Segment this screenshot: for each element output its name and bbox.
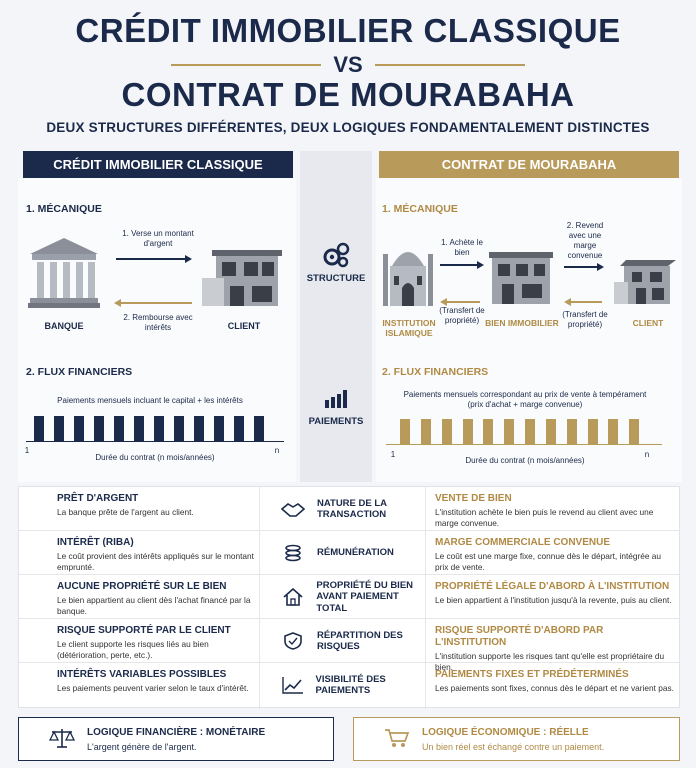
row-right-title: PAIEMENTS FIXES ET PRÉDÉTERMINÉS bbox=[435, 669, 629, 680]
coins-icon bbox=[281, 544, 307, 562]
left-payment-bars bbox=[34, 416, 274, 441]
row-right-title: RISQUE SUPPORTÉ D'ABORD PAR L'INSTITUTION bbox=[435, 625, 604, 648]
right-axis-start: 1 bbox=[390, 450, 396, 459]
right-payment-bars bbox=[400, 419, 650, 444]
row-right-desc: Le coût est une marge fixe, connue dès le départ, intégrée au prix de vente. bbox=[435, 551, 662, 572]
payment-bar bbox=[525, 419, 535, 444]
footer-left-title: LOGIQUE FINANCIÈRE : MONÉTAIRE bbox=[87, 727, 266, 738]
payment-bar bbox=[214, 416, 224, 441]
payment-bar bbox=[400, 419, 410, 444]
arrow1-left bbox=[446, 301, 480, 303]
house-client-icon bbox=[612, 252, 682, 306]
arrow1-right bbox=[440, 264, 478, 266]
payment-bar bbox=[134, 416, 144, 441]
arrow2-left bbox=[570, 301, 602, 303]
payment-bar bbox=[234, 416, 244, 441]
right-mechanics-title: 1. MÉCANIQUE bbox=[382, 203, 458, 215]
left-flows-caption: Paiements mensuels incluant le capital + les intérêts bbox=[57, 396, 243, 405]
gears-icon bbox=[322, 242, 350, 268]
footer-right-box bbox=[353, 717, 680, 761]
footer-right-title: LOGIQUE ÉCONOMIQUE : RÉELLE bbox=[422, 727, 589, 738]
right-axis-label: Durée du contrat (n mois/années) bbox=[465, 456, 585, 465]
left-header: CRÉDIT IMMOBILIER CLASSIQUE bbox=[23, 151, 293, 178]
table-row bbox=[19, 663, 679, 707]
arrow-right-head bbox=[185, 255, 192, 263]
payment-bar bbox=[74, 416, 84, 441]
table-row bbox=[19, 531, 679, 575]
structure-label: STRUCTURE bbox=[306, 273, 366, 284]
row-center-label: NATURE DE LA TRANSACTION bbox=[317, 497, 387, 520]
row-left-title: AUCUNE PROPRIÉTÉ SUR LE BIEN bbox=[57, 581, 227, 592]
divider bbox=[375, 64, 525, 66]
arrow-bottom-label: 2. Rembourse avec intérêts bbox=[123, 313, 193, 332]
bar-chart-icon bbox=[324, 389, 350, 409]
house-client-icon bbox=[200, 246, 286, 308]
row-left-desc: Le bien appartient au client dès l'achat financé par la banque. bbox=[57, 595, 251, 616]
table-row bbox=[19, 619, 679, 672]
row-right-desc: Le bien appartient à l'institution jusqu'à la revente, puis au client. bbox=[435, 595, 672, 605]
comparison-table bbox=[18, 486, 680, 708]
vs-row bbox=[0, 54, 696, 76]
table-row bbox=[19, 487, 679, 531]
institution-label: INSTITUTION ISLAMIQUE bbox=[382, 318, 436, 338]
shield-icon bbox=[281, 632, 307, 650]
row-left-desc: La banque prête de l'argent au client. bbox=[57, 507, 194, 517]
row-center-label: PROPRIÉTÉ DU BIEN AVANT PAIEMENT TOTAL bbox=[316, 579, 414, 614]
row-right-title: PROPRIÉTÉ LÉGALE D'ABORD À L'INSTITUTION bbox=[435, 581, 670, 592]
right-axis bbox=[386, 444, 662, 445]
payment-bar bbox=[114, 416, 124, 441]
footer-left-box bbox=[18, 717, 334, 761]
table-row bbox=[19, 575, 679, 619]
handshake-icon bbox=[281, 500, 307, 518]
row-left-title: INTÉRÊTS VARIABLES POSSIBLES bbox=[57, 669, 227, 680]
subtitle: DEUX STRUCTURES DIFFÉRENTES, DEUX LOGIQUES FONDAMENTALEMENT DISTINCTES bbox=[46, 120, 650, 135]
payment-bar bbox=[194, 416, 204, 441]
property-icon bbox=[488, 248, 554, 306]
footer-left-desc: L'argent génère de l'argent. bbox=[87, 742, 197, 752]
payment-bar bbox=[254, 416, 264, 441]
row-left-desc: Le client supporte les risques liés au bien (détérioration, perte, etc.). bbox=[57, 639, 209, 660]
payment-bar bbox=[54, 416, 64, 441]
divider bbox=[171, 64, 321, 66]
payment-bar bbox=[174, 416, 184, 441]
payment-bar bbox=[567, 419, 577, 444]
arrow1-right-head bbox=[477, 261, 484, 269]
left-axis-label: Durée du contrat (n mois/années) bbox=[95, 453, 215, 462]
mosque-icon bbox=[382, 240, 434, 308]
payment-bar bbox=[504, 419, 514, 444]
client-label: CLIENT bbox=[227, 321, 261, 331]
house-icon bbox=[281, 588, 306, 606]
row-left-title: INTÉRÊT (RIBA) bbox=[57, 537, 134, 548]
row-center-label: VISIBILITÉ DES PAIEMENTS bbox=[315, 673, 386, 696]
right-axis-end: n bbox=[644, 450, 650, 459]
payment-bar bbox=[421, 419, 431, 444]
payment-bar bbox=[154, 416, 164, 441]
row-left-desc: Les paiements peuvent varier selon le taux d'intérêt. bbox=[57, 683, 249, 693]
scales-icon bbox=[49, 727, 75, 749]
payment-bar bbox=[629, 419, 639, 444]
arrow1-top-label: 1. Achète le bien bbox=[441, 238, 483, 257]
right-flows-title: 2. FLUX FINANCIERS bbox=[382, 366, 489, 378]
vs-label: VS bbox=[333, 52, 363, 77]
left-flows-title: 2. FLUX FINANCIERS bbox=[26, 366, 133, 378]
bank-icon bbox=[28, 236, 100, 310]
row-right-desc: L'institution achète le bien puis le revend au client avec une marge convenue. bbox=[435, 507, 654, 528]
arrow2-right bbox=[564, 266, 598, 268]
row-right-title: MARGE COMMERCIALE CONVENUE bbox=[435, 537, 611, 548]
property-label: BIEN IMMOBILIER bbox=[485, 318, 559, 328]
arrow-left bbox=[120, 302, 192, 304]
arrow-top-label: 1. Verse un montant d'argent bbox=[122, 229, 194, 248]
left-axis bbox=[26, 441, 284, 442]
bank-label: BANQUE bbox=[44, 321, 84, 331]
title-line-2: CONTRAT DE MOURABAHA bbox=[121, 76, 575, 113]
left-axis-end: n bbox=[274, 446, 280, 455]
payments-label: PAIEMENTS bbox=[308, 416, 364, 427]
row-center-label: RÉPARTITION DES RISQUES bbox=[317, 629, 403, 652]
right-client-label: CLIENT bbox=[632, 318, 664, 328]
payment-bar bbox=[483, 419, 493, 444]
arrow2-right-head bbox=[597, 263, 604, 271]
line-chart-icon bbox=[281, 676, 306, 694]
arrow2-bottom-label: (Transfert de propriété) bbox=[562, 310, 608, 329]
right-header: CONTRAT DE MOURABAHA bbox=[379, 151, 679, 178]
row-right-desc: L'institution supporte les risques tant qu'elle est propriétaire du bien. bbox=[435, 651, 665, 672]
row-left-title: PRÊT D'ARGENT bbox=[57, 493, 139, 504]
payment-bar bbox=[34, 416, 44, 441]
payment-bar bbox=[442, 419, 452, 444]
title-line-1: CRÉDIT IMMOBILIER CLASSIQUE bbox=[75, 12, 621, 49]
arrow1-bottom-label: (Transfert de propriété) bbox=[439, 306, 485, 325]
left-mechanics-title: 1. MÉCANIQUE bbox=[26, 203, 102, 215]
row-center-label: RÉMUNÉRATION bbox=[317, 547, 394, 559]
payment-bar bbox=[546, 419, 556, 444]
payment-bar bbox=[588, 419, 598, 444]
payment-bar bbox=[608, 419, 618, 444]
cart-icon bbox=[384, 727, 410, 749]
row-left-title: RISQUE SUPPORTÉ PAR LE CLIENT bbox=[57, 625, 231, 636]
payment-bar bbox=[463, 419, 473, 444]
payment-bar bbox=[94, 416, 104, 441]
footer-right-desc: Un bien réel est échangé contre un paiement. bbox=[422, 742, 605, 752]
row-right-desc: Les paiements sont fixes, connus dès le départ et ne varient pas. bbox=[435, 683, 674, 693]
center-strip bbox=[300, 151, 372, 482]
arrow-right bbox=[116, 258, 186, 260]
left-axis-start: 1 bbox=[24, 446, 30, 455]
arrow2-top-label: 2. Revend avec une marge convenue bbox=[566, 221, 604, 260]
row-left-desc: Le coût provient des intérêts appliqués sur le montant emprunté. bbox=[57, 551, 254, 572]
row-right-title: VENTE DE BIEN bbox=[435, 493, 512, 504]
right-flows-caption: Paiements mensuels correspondant au prix de vente à tempérament (prix d'achat + marge convenue) bbox=[403, 390, 647, 409]
